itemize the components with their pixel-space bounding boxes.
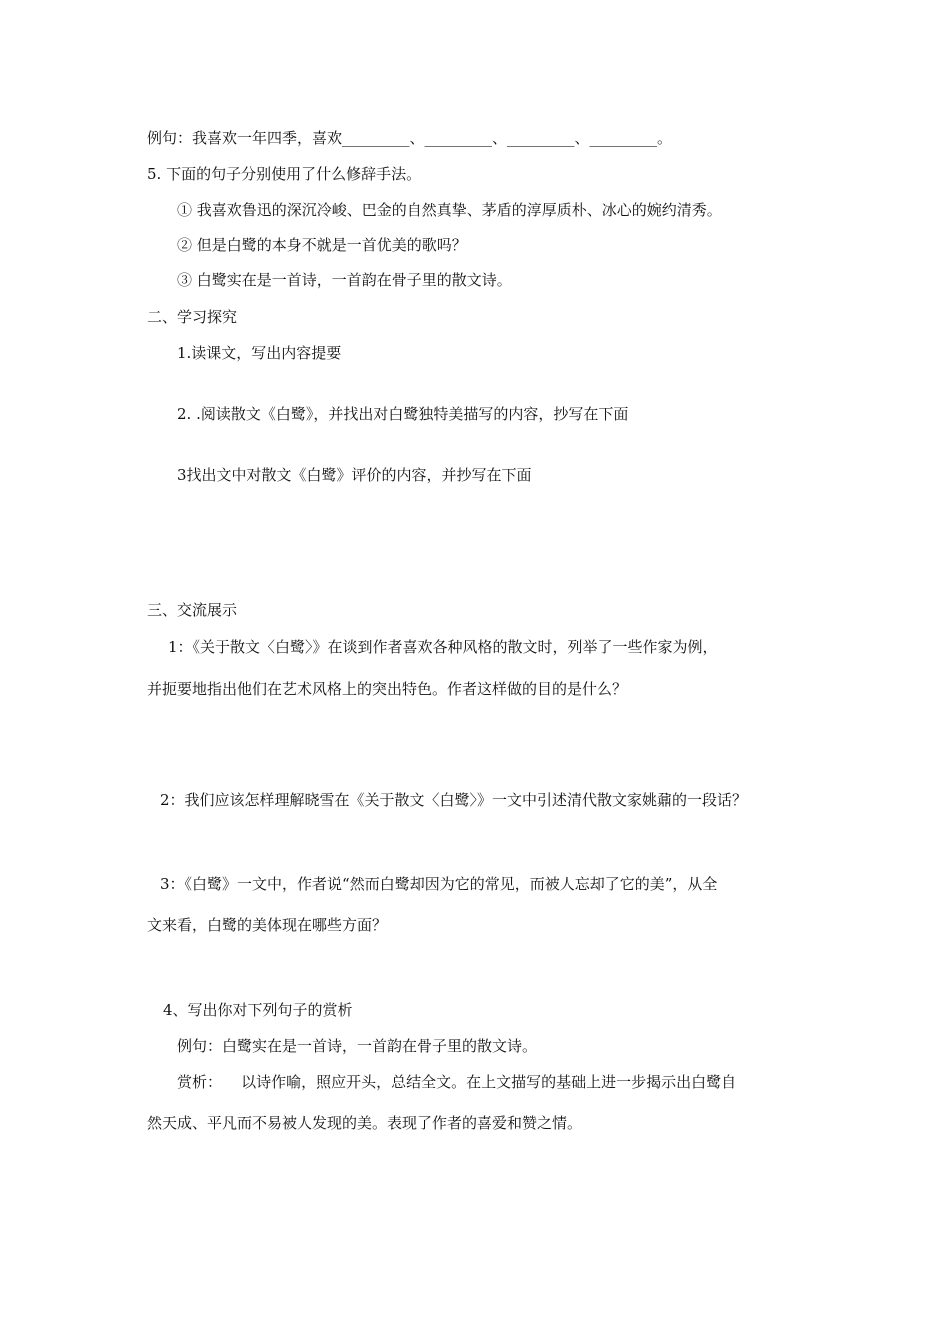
section-3-question-2: 2：我们应该怎样理解晓雪在《关于散文〈白鹭〉》一文中引述清代散文家姚鼐的一段话？ bbox=[160, 791, 748, 809]
question-5-item-2: ② 但是白鹭的本身不就是一首优美的歌吗？ bbox=[177, 236, 467, 254]
section-3-heading: 三、交流展示 bbox=[147, 601, 238, 619]
section-3-question-3-line-1: 3：《白鹭》一文中，作者说“然而白鹭却因为它的常见，而被人忘却了它的美”，从全 bbox=[160, 875, 718, 893]
section-3-question-4: 4、写出你对下列句子的赏析 bbox=[163, 1001, 353, 1019]
question-5-item-1: ① 我喜欢鲁迅的深沉冷峻、巴金的自然真挚、茅盾的淳厚质朴、冰心的婉约清秀。 bbox=[177, 201, 722, 219]
section-2-question-3: 3找出文中对散文《白鹭》评价的内容，并抄写在下面 bbox=[177, 466, 532, 484]
section-2-question-1: 1.读课文，写出内容提要 bbox=[177, 344, 342, 362]
section-3-question-1-line-1: 1：《关于散文〈白鹭〉》在谈到作者喜欢各种风格的散文时，列举了一些作家为例， bbox=[168, 638, 718, 656]
section-2-question-2: 2. .阅读散文《白鹭》，并找出对白鹭独特美描写的内容，抄写在下面 bbox=[177, 405, 629, 423]
section-3-question-4-analysis-line-2: 然天成、平凡而不易被人发现的美。表现了作者的喜爱和赞之情。 bbox=[147, 1114, 583, 1132]
example-sentence-fill-blanks: 例句：我喜欢一年四季，喜欢_________、_________、_________、_________。 bbox=[147, 129, 673, 147]
section-3-question-4-analysis-line-1: 赏析： 以诗作喻，照应开头，总结全文。在上文描写的基础上进一步揭示出白鹭自 bbox=[177, 1073, 737, 1091]
section-3-question-3-line-2: 文来看，白鹭的美体现在哪些方面？ bbox=[147, 916, 388, 934]
section-2-heading: 二、学习探究 bbox=[147, 308, 238, 326]
question-5-title: 5. 下面的句子分别使用了什么修辞手法。 bbox=[147, 165, 422, 183]
question-5-item-3: ③ 白鹭实在是一首诗，一首韵在骨子里的散文诗。 bbox=[177, 271, 512, 289]
section-3-question-4-example: 例句：白鹭实在是一首诗，一首韵在骨子里的散文诗。 bbox=[177, 1037, 538, 1055]
section-3-question-1-line-2: 并扼要地指出他们在艺术风格上的突出特色。作者这样做的目的是什么？ bbox=[147, 680, 628, 698]
